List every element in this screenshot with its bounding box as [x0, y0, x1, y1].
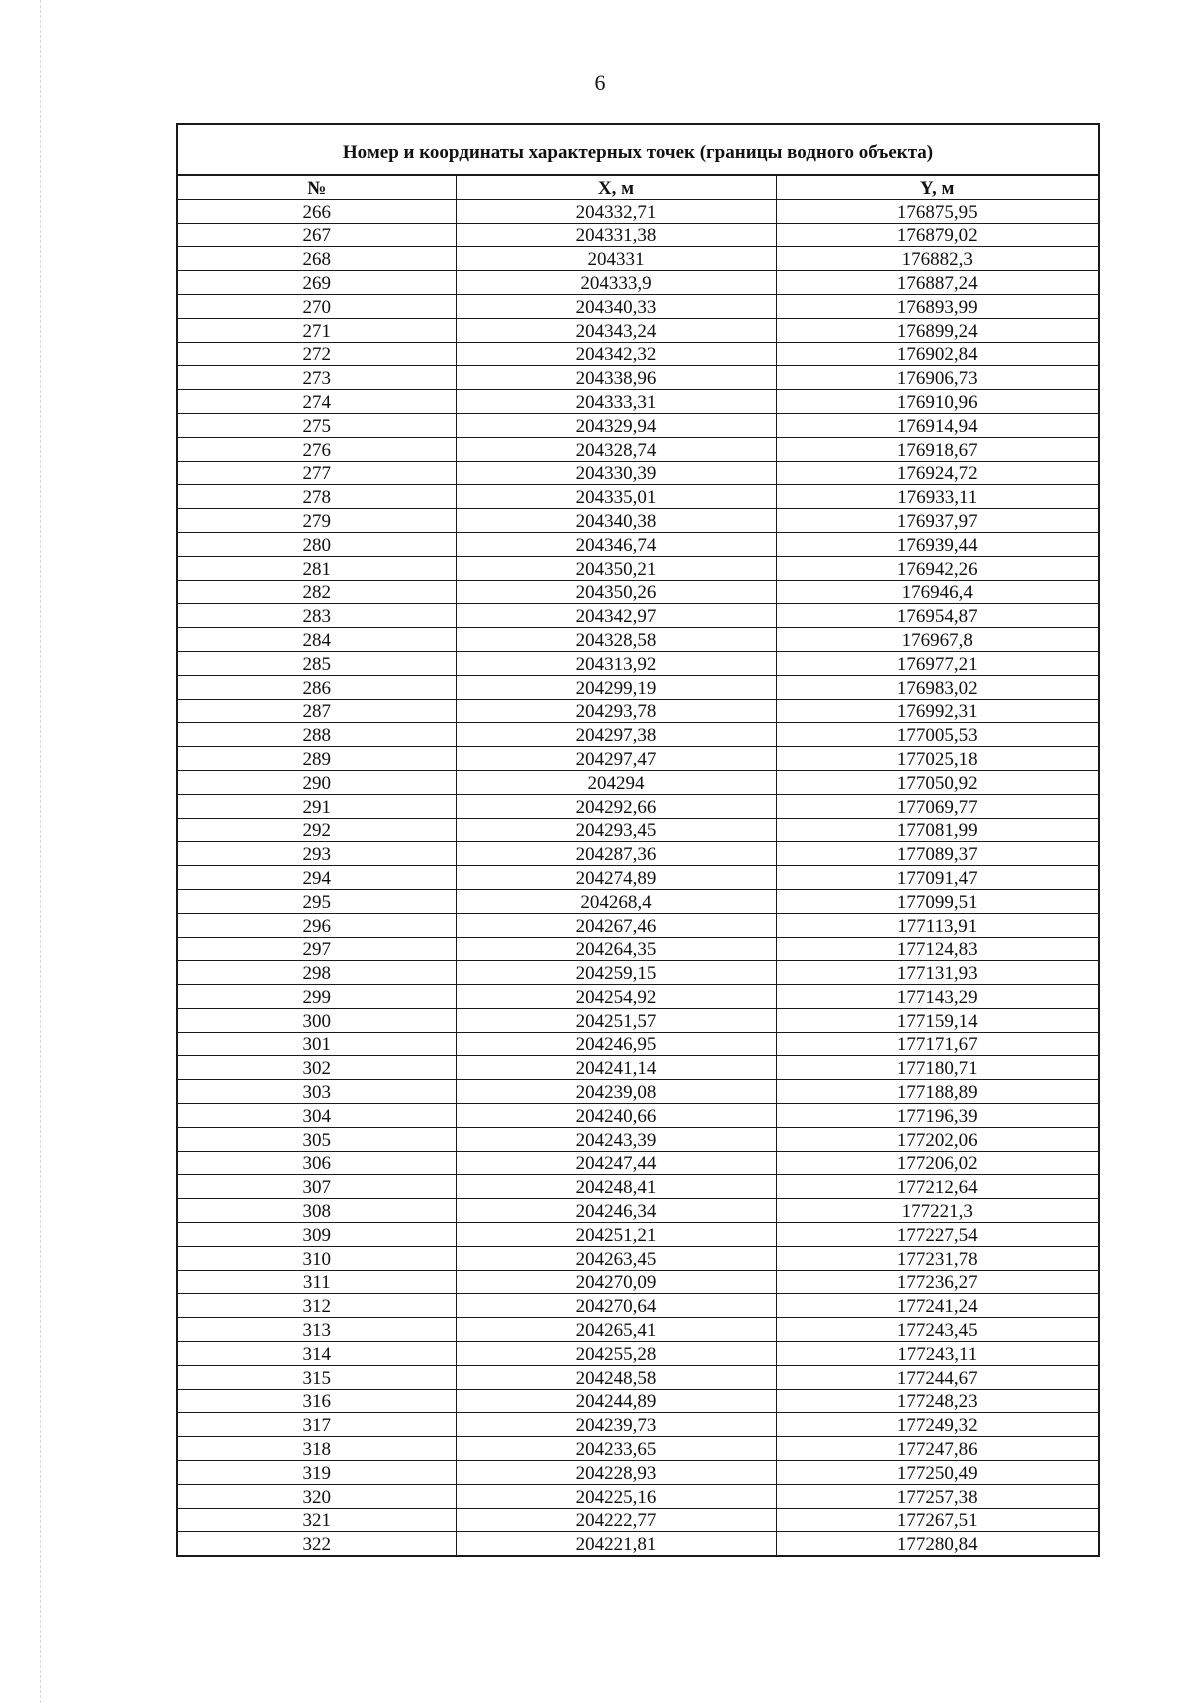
- y-coordinate-cell: 177243,11: [776, 1342, 1098, 1366]
- x-coordinate-cell: 204335,01: [456, 485, 776, 509]
- y-coordinate-cell: 177250,49: [776, 1461, 1098, 1485]
- y-coordinate-cell: 176902,84: [776, 342, 1098, 366]
- point-number-cell: 297: [178, 937, 456, 961]
- y-coordinate-cell: 177280,84: [776, 1532, 1098, 1555]
- y-coordinate-cell: 177081,99: [776, 818, 1098, 842]
- page-number: 6: [594, 70, 606, 95]
- x-coordinate-cell: 204328,58: [456, 628, 776, 652]
- x-coordinate-cell: 204221,81: [456, 1532, 776, 1555]
- point-number-cell: 314: [178, 1342, 456, 1366]
- coordinates-table-box: [176, 123, 1100, 1557]
- point-number-cell: 310: [178, 1246, 456, 1270]
- y-coordinate-cell: 177212,64: [776, 1175, 1098, 1199]
- y-coordinate-cell: 177244,67: [776, 1365, 1098, 1389]
- x-coordinate-cell: 204328,74: [456, 437, 776, 461]
- y-coordinate-cell: 176882,3: [776, 247, 1098, 271]
- table-row: [178, 247, 1098, 271]
- x-coordinate-cell: 204293,78: [456, 699, 776, 723]
- point-number-cell: 276: [178, 437, 456, 461]
- point-number-cell: 274: [178, 390, 456, 414]
- y-coordinate-cell: 177171,67: [776, 1032, 1098, 1056]
- table-row: [178, 1008, 1098, 1032]
- coordinates-table: [178, 176, 1098, 1555]
- y-coordinate-cell: 177221,3: [776, 1199, 1098, 1223]
- point-number-cell: 305: [178, 1127, 456, 1151]
- table-row: [178, 461, 1098, 485]
- table-row: [178, 294, 1098, 318]
- table-row: [178, 842, 1098, 866]
- y-coordinate-cell: 177180,71: [776, 1056, 1098, 1080]
- table-row: [178, 1484, 1098, 1508]
- point-number-cell: 318: [178, 1437, 456, 1461]
- table-row: [178, 913, 1098, 937]
- y-coordinate-cell: 177091,47: [776, 866, 1098, 890]
- x-coordinate-cell: 204294: [456, 770, 776, 794]
- x-coordinate-cell: 204248,41: [456, 1175, 776, 1199]
- point-number-cell: 319: [178, 1461, 456, 1485]
- x-coordinate-cell: 204243,39: [456, 1127, 776, 1151]
- x-coordinate-cell: 204297,47: [456, 747, 776, 771]
- y-coordinate-cell: 177113,91: [776, 913, 1098, 937]
- y-coordinate-cell: 176906,73: [776, 366, 1098, 390]
- y-coordinate-cell: 176910,96: [776, 390, 1098, 414]
- y-coordinate-cell: 176899,24: [776, 318, 1098, 342]
- point-number-cell: 298: [178, 961, 456, 985]
- y-coordinate-cell: 176937,97: [776, 509, 1098, 533]
- table-row: [178, 509, 1098, 533]
- x-coordinate-cell: 204297,38: [456, 723, 776, 747]
- table-row: [178, 866, 1098, 890]
- y-coordinate-cell: 177143,29: [776, 985, 1098, 1009]
- x-coordinate-cell: 204270,64: [456, 1294, 776, 1318]
- y-coordinate-cell: 177241,24: [776, 1294, 1098, 1318]
- table-row: [178, 1270, 1098, 1294]
- x-coordinate-cell: 204247,44: [456, 1151, 776, 1175]
- x-coordinate-cell: 204225,16: [456, 1484, 776, 1508]
- x-coordinate-cell: 204251,21: [456, 1223, 776, 1247]
- x-coordinate-cell: 204240,66: [456, 1104, 776, 1128]
- table-row: [178, 889, 1098, 913]
- table-row: [178, 818, 1098, 842]
- header-number: №: [178, 176, 456, 199]
- table-row: [178, 1032, 1098, 1056]
- y-coordinate-cell: 177247,86: [776, 1437, 1098, 1461]
- x-coordinate-cell: 204274,89: [456, 866, 776, 890]
- y-coordinate-cell: 177202,06: [776, 1127, 1098, 1151]
- point-number-cell: 285: [178, 651, 456, 675]
- table-row: [178, 1318, 1098, 1342]
- point-number-cell: 307: [178, 1175, 456, 1199]
- point-number-cell: 308: [178, 1199, 456, 1223]
- binding-margin-line: [40, 0, 41, 1703]
- point-number-cell: 271: [178, 318, 456, 342]
- table-row: [178, 1199, 1098, 1223]
- y-coordinate-cell: 177196,39: [776, 1104, 1098, 1128]
- x-coordinate-cell: 204254,92: [456, 985, 776, 1009]
- point-number-cell: 291: [178, 794, 456, 818]
- point-number-cell: 289: [178, 747, 456, 771]
- x-coordinate-cell: 204268,4: [456, 889, 776, 913]
- point-number-cell: 293: [178, 842, 456, 866]
- table-row: [178, 1508, 1098, 1532]
- table-row: [178, 1246, 1098, 1270]
- table-row: [178, 961, 1098, 985]
- y-coordinate-cell: 177099,51: [776, 889, 1098, 913]
- table-row: [178, 1080, 1098, 1104]
- y-coordinate-cell: 177159,14: [776, 1008, 1098, 1032]
- x-coordinate-cell: 204270,09: [456, 1270, 776, 1294]
- y-coordinate-cell: 176918,67: [776, 437, 1098, 461]
- y-coordinate-cell: 177188,89: [776, 1080, 1098, 1104]
- table-row: [178, 1127, 1098, 1151]
- point-number-cell: 301: [178, 1032, 456, 1056]
- y-coordinate-cell: 176992,31: [776, 699, 1098, 723]
- table-row: [178, 390, 1098, 414]
- x-coordinate-cell: 204264,35: [456, 937, 776, 961]
- x-coordinate-cell: 204248,58: [456, 1365, 776, 1389]
- y-coordinate-cell: 176914,94: [776, 413, 1098, 437]
- x-coordinate-cell: 204293,45: [456, 818, 776, 842]
- point-number-cell: 279: [178, 509, 456, 533]
- table-title: Номер и координаты характерных точек (границы водного объекта): [178, 125, 1098, 176]
- table-row: [178, 1413, 1098, 1437]
- table-row: [178, 723, 1098, 747]
- table-row: [178, 699, 1098, 723]
- y-coordinate-cell: 177257,38: [776, 1484, 1098, 1508]
- x-coordinate-cell: 204340,33: [456, 294, 776, 318]
- x-coordinate-cell: 204251,57: [456, 1008, 776, 1032]
- x-coordinate-cell: 204333,31: [456, 390, 776, 414]
- table-row: [178, 794, 1098, 818]
- point-number-cell: 287: [178, 699, 456, 723]
- x-coordinate-cell: 204350,26: [456, 580, 776, 604]
- point-number-cell: 281: [178, 556, 456, 580]
- x-coordinate-cell: 204246,34: [456, 1199, 776, 1223]
- table-row: [178, 580, 1098, 604]
- point-number-cell: 290: [178, 770, 456, 794]
- x-coordinate-cell: 204239,73: [456, 1413, 776, 1437]
- y-coordinate-cell: 176946,4: [776, 580, 1098, 604]
- point-number-cell: 300: [178, 1008, 456, 1032]
- x-coordinate-cell: 204338,96: [456, 366, 776, 390]
- point-number-cell: 275: [178, 413, 456, 437]
- point-number-cell: 270: [178, 294, 456, 318]
- x-coordinate-cell: 204346,74: [456, 532, 776, 556]
- table-row: [178, 985, 1098, 1009]
- y-coordinate-cell: 176893,99: [776, 294, 1098, 318]
- table-row: [178, 1461, 1098, 1485]
- y-coordinate-cell: 176954,87: [776, 604, 1098, 628]
- point-number-cell: 288: [178, 723, 456, 747]
- point-number-cell: 311: [178, 1270, 456, 1294]
- y-coordinate-cell: 176939,44: [776, 532, 1098, 556]
- y-coordinate-cell: 177236,27: [776, 1270, 1098, 1294]
- x-coordinate-cell: 204343,24: [456, 318, 776, 342]
- table-row: [178, 1056, 1098, 1080]
- table-row: [178, 199, 1098, 223]
- table-row: [178, 1104, 1098, 1128]
- table-row: [178, 628, 1098, 652]
- x-coordinate-cell: 204333,9: [456, 271, 776, 295]
- point-number-cell: 303: [178, 1080, 456, 1104]
- x-coordinate-cell: 204292,66: [456, 794, 776, 818]
- x-coordinate-cell: 204259,15: [456, 961, 776, 985]
- x-coordinate-cell: 204239,08: [456, 1080, 776, 1104]
- point-number-cell: 313: [178, 1318, 456, 1342]
- table-row: [178, 223, 1098, 247]
- point-number-cell: 321: [178, 1508, 456, 1532]
- x-coordinate-cell: 204267,46: [456, 913, 776, 937]
- x-coordinate-cell: 204233,65: [456, 1437, 776, 1461]
- y-coordinate-cell: 176967,8: [776, 628, 1098, 652]
- point-number-cell: 317: [178, 1413, 456, 1437]
- x-coordinate-cell: 204265,41: [456, 1318, 776, 1342]
- point-number-cell: 315: [178, 1365, 456, 1389]
- point-number-cell: 312: [178, 1294, 456, 1318]
- y-coordinate-cell: 176875,95: [776, 199, 1098, 223]
- point-number-cell: 267: [178, 223, 456, 247]
- y-coordinate-cell: 177025,18: [776, 747, 1098, 771]
- table-row: [178, 318, 1098, 342]
- y-coordinate-cell: 177231,78: [776, 1246, 1098, 1270]
- point-number-cell: 282: [178, 580, 456, 604]
- y-coordinate-cell: 177243,45: [776, 1318, 1098, 1342]
- point-number-cell: 295: [178, 889, 456, 913]
- point-number-cell: 278: [178, 485, 456, 509]
- point-number-cell: 280: [178, 532, 456, 556]
- table-row: [178, 1151, 1098, 1175]
- y-coordinate-cell: 177206,02: [776, 1151, 1098, 1175]
- point-number-cell: 320: [178, 1484, 456, 1508]
- point-number-cell: 272: [178, 342, 456, 366]
- x-coordinate-cell: 204331: [456, 247, 776, 271]
- y-coordinate-cell: 176879,02: [776, 223, 1098, 247]
- point-number-cell: 269: [178, 271, 456, 295]
- y-coordinate-cell: 177089,37: [776, 842, 1098, 866]
- x-coordinate-cell: 204246,95: [456, 1032, 776, 1056]
- point-number-cell: 268: [178, 247, 456, 271]
- point-number-cell: 294: [178, 866, 456, 890]
- y-coordinate-cell: 176942,26: [776, 556, 1098, 580]
- x-coordinate-cell: 204299,19: [456, 675, 776, 699]
- point-number-cell: 316: [178, 1389, 456, 1413]
- point-number-cell: 309: [178, 1223, 456, 1247]
- y-coordinate-cell: 176924,72: [776, 461, 1098, 485]
- x-coordinate-cell: 204331,38: [456, 223, 776, 247]
- header-x: X, м: [456, 176, 776, 199]
- y-coordinate-cell: 177131,93: [776, 961, 1098, 985]
- table-row: [178, 651, 1098, 675]
- point-number-cell: 284: [178, 628, 456, 652]
- x-coordinate-cell: 204244,89: [456, 1389, 776, 1413]
- y-coordinate-cell: 177248,23: [776, 1389, 1098, 1413]
- x-coordinate-cell: 204332,71: [456, 199, 776, 223]
- table-row: [178, 413, 1098, 437]
- point-number-cell: 304: [178, 1104, 456, 1128]
- y-coordinate-cell: 177249,32: [776, 1413, 1098, 1437]
- point-number-cell: 266: [178, 199, 456, 223]
- point-number-cell: 299: [178, 985, 456, 1009]
- y-coordinate-cell: 176887,24: [776, 271, 1098, 295]
- table-row: [178, 1389, 1098, 1413]
- x-coordinate-cell: 204241,14: [456, 1056, 776, 1080]
- y-coordinate-cell: 176933,11: [776, 485, 1098, 509]
- y-coordinate-cell: 177050,92: [776, 770, 1098, 794]
- y-coordinate-cell: 177227,54: [776, 1223, 1098, 1247]
- table-row: [178, 1294, 1098, 1318]
- y-coordinate-cell: 177124,83: [776, 937, 1098, 961]
- table-row: [178, 342, 1098, 366]
- point-number-cell: 302: [178, 1056, 456, 1080]
- x-coordinate-cell: 204329,94: [456, 413, 776, 437]
- table-body: [178, 199, 1098, 1555]
- x-coordinate-cell: 204255,28: [456, 1342, 776, 1366]
- table-row: [178, 271, 1098, 295]
- table-row: [178, 747, 1098, 771]
- point-number-cell: 296: [178, 913, 456, 937]
- header-y: Y, м: [776, 176, 1098, 199]
- point-number-cell: 273: [178, 366, 456, 390]
- point-number-cell: 283: [178, 604, 456, 628]
- table-row: [178, 604, 1098, 628]
- x-coordinate-cell: 204222,77: [456, 1508, 776, 1532]
- y-coordinate-cell: 177267,51: [776, 1508, 1098, 1532]
- table-row: [178, 485, 1098, 509]
- x-coordinate-cell: 204287,36: [456, 842, 776, 866]
- table-row: [178, 1342, 1098, 1366]
- y-coordinate-cell: 176983,02: [776, 675, 1098, 699]
- x-coordinate-cell: 204263,45: [456, 1246, 776, 1270]
- table-header-row: [178, 176, 1098, 199]
- table-row: [178, 556, 1098, 580]
- table-row: [178, 1175, 1098, 1199]
- x-coordinate-cell: 204340,38: [456, 509, 776, 533]
- x-coordinate-cell: 204350,21: [456, 556, 776, 580]
- table-row: [178, 1532, 1098, 1555]
- table-row: [178, 532, 1098, 556]
- table-row: [178, 675, 1098, 699]
- point-number-cell: 277: [178, 461, 456, 485]
- point-number-cell: 292: [178, 818, 456, 842]
- table-row: [178, 937, 1098, 961]
- y-coordinate-cell: 177069,77: [776, 794, 1098, 818]
- point-number-cell: 306: [178, 1151, 456, 1175]
- x-coordinate-cell: 204342,97: [456, 604, 776, 628]
- table-row: [178, 1365, 1098, 1389]
- y-coordinate-cell: 176977,21: [776, 651, 1098, 675]
- table-row: [178, 1437, 1098, 1461]
- table-row: [178, 366, 1098, 390]
- point-number-cell: 322: [178, 1532, 456, 1555]
- x-coordinate-cell: 204342,32: [456, 342, 776, 366]
- x-coordinate-cell: 204313,92: [456, 651, 776, 675]
- x-coordinate-cell: 204330,39: [456, 461, 776, 485]
- table-row: [178, 770, 1098, 794]
- y-coordinate-cell: 177005,53: [776, 723, 1098, 747]
- x-coordinate-cell: 204228,93: [456, 1461, 776, 1485]
- table-row: [178, 437, 1098, 461]
- point-number-cell: 286: [178, 675, 456, 699]
- table-row: [178, 1223, 1098, 1247]
